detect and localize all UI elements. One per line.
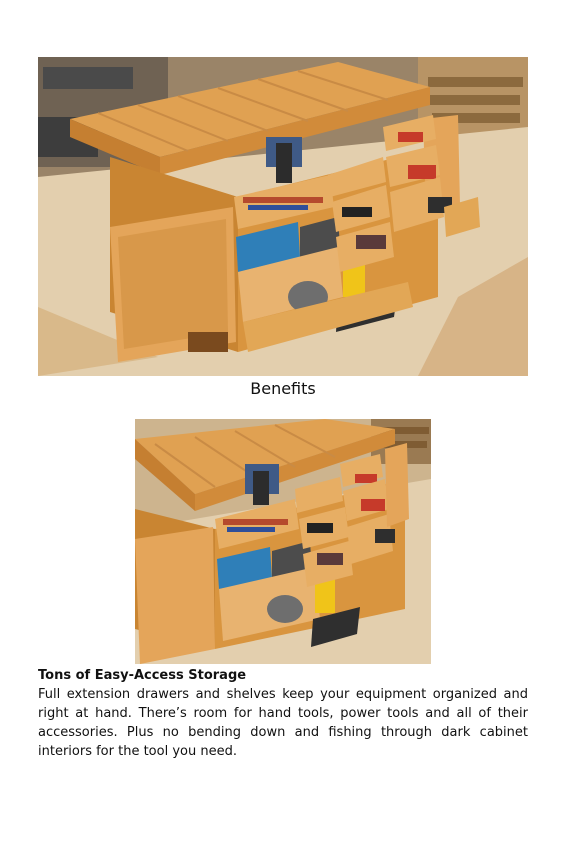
benefits-caption: Benefits [250,379,316,398]
section-heading: Tons of Easy-Access Storage [38,668,247,683]
workbench-photo-detail [135,419,431,664]
section-body: Full extension drawers and shelves keep your equipment organized and right at hand. There’s room for hand tools, power tools and all of their accessories. Plus no bending down and fishing through dark cabinet interiors for the tool you need. [38,687,528,759]
workbench-photo-large [38,57,528,376]
